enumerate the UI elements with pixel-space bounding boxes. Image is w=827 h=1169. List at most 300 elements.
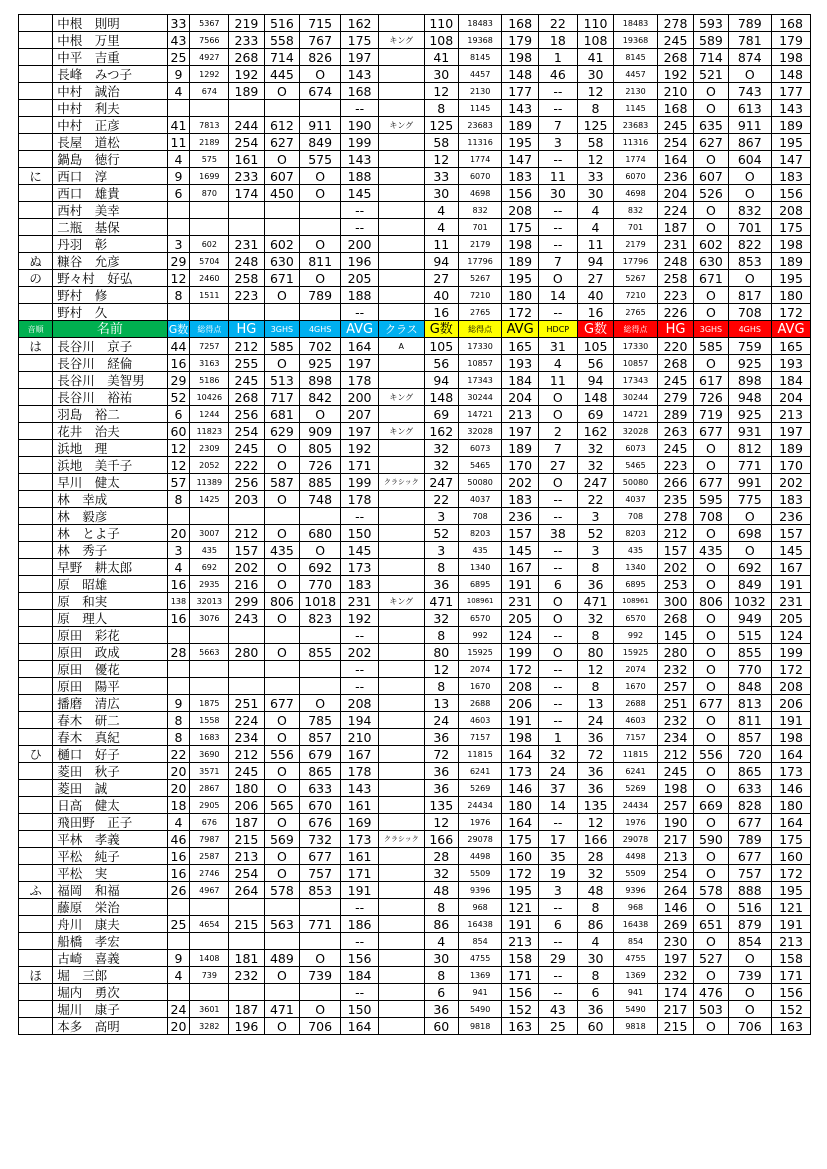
cell: -- (341, 508, 379, 525)
cell: 268 (657, 610, 694, 627)
cell: 32 (577, 865, 614, 882)
cell: 526 (694, 185, 728, 202)
total-score-cell (190, 508, 229, 525)
cell: 191 (341, 882, 379, 899)
cell: 11 (577, 236, 614, 253)
total-score-cell: 7210 (458, 287, 501, 304)
cell: 205 (341, 270, 379, 287)
cell: 184 (502, 372, 539, 389)
total-score-cell: 2130 (458, 83, 501, 100)
cell: 222 (229, 457, 264, 474)
cell: 832 (728, 202, 771, 219)
cell (264, 202, 299, 219)
kana-index-cell (19, 695, 53, 712)
cell: 720 (728, 746, 771, 763)
cell: 147 (502, 151, 539, 168)
cell: -- (341, 933, 379, 950)
cell (229, 508, 264, 525)
cell: 849 (300, 134, 341, 151)
cell: 135 (577, 797, 614, 814)
cell: -- (341, 202, 379, 219)
cell: 1 (538, 729, 577, 746)
cell: 732 (300, 831, 341, 848)
header-games-3: G数 (577, 321, 614, 338)
cell: 213 (502, 933, 539, 950)
class-cell (378, 440, 424, 457)
cell: O (264, 1018, 299, 1035)
cell: O (538, 406, 577, 423)
player-name-cell: 原田 政成 (53, 644, 167, 661)
cell: 233 (229, 168, 264, 185)
total-score-cell: 701 (458, 219, 501, 236)
cell: 11 (424, 236, 458, 253)
table-row (19, 933, 811, 950)
cell: 489 (264, 950, 299, 967)
cell: 245 (229, 440, 264, 457)
player-name-cell: 本多 高明 (53, 1018, 167, 1035)
cell: 121 (772, 899, 811, 916)
total-score-cell: 10857 (458, 355, 501, 372)
total-score-cell: 4967 (190, 882, 229, 899)
header-games: G数 (168, 322, 189, 336)
cell: O (300, 236, 341, 253)
cell: -- (341, 661, 379, 678)
cell: 202 (229, 559, 264, 576)
cell: 198 (772, 49, 811, 66)
cell: 556 (264, 746, 299, 763)
cell: 145 (502, 542, 539, 559)
cell: 677 (300, 848, 341, 865)
cell: 168 (657, 100, 694, 117)
kana-index-cell (19, 372, 53, 389)
cell: 171 (341, 865, 379, 882)
cell: 8 (167, 729, 190, 746)
total-score-cell: 4037 (458, 491, 501, 508)
cell: 4 (167, 967, 190, 984)
cell: 58 (577, 134, 614, 151)
class-cell (378, 559, 424, 576)
cell: 206 (229, 797, 264, 814)
cell: 255 (229, 355, 264, 372)
cell: 236 (657, 168, 694, 185)
cell: -- (538, 236, 577, 253)
cell: 213 (229, 848, 264, 865)
cell: 148 (424, 389, 458, 406)
cell: O (694, 865, 728, 882)
total-score-cell: 2052 (190, 457, 229, 474)
total-score-cell: 1875 (190, 695, 229, 712)
class-cell (378, 729, 424, 746)
player-name-cell: 中根 則明 (53, 15, 167, 32)
cell: -- (341, 678, 379, 695)
cell: 253 (657, 576, 694, 593)
cell: 280 (657, 644, 694, 661)
cell: 575 (300, 151, 341, 168)
cell: 145 (657, 627, 694, 644)
total-score-cell: 7257 (190, 338, 229, 355)
kana-index-cell (19, 151, 53, 168)
cell: 4 (577, 933, 614, 950)
cell: 245 (657, 32, 694, 49)
cell: 197 (502, 423, 539, 440)
total-score-cell: 29078 (614, 831, 657, 848)
total-score-cell: 7210 (614, 287, 657, 304)
cell: 244 (229, 117, 264, 134)
cell: 18 (167, 797, 190, 814)
cell: 38 (538, 525, 577, 542)
cell: O (728, 168, 771, 185)
cell: 172 (772, 661, 811, 678)
cell: 471 (264, 1001, 299, 1018)
total-score-cell: 4603 (614, 712, 657, 729)
total-score-cell: 5465 (614, 457, 657, 474)
cell: 29 (538, 950, 577, 967)
cell: 7 (538, 253, 577, 270)
total-score-cell (190, 304, 229, 321)
cell: 521 (694, 66, 728, 83)
cell: 121 (502, 899, 539, 916)
cell: -- (538, 219, 577, 236)
kana-index-cell (19, 185, 53, 202)
cell: 199 (341, 134, 379, 151)
cell: 22 (577, 491, 614, 508)
total-score-cell: 50080 (458, 474, 501, 491)
total-score-cell (190, 100, 229, 117)
total-score-cell: 11389 (190, 474, 229, 491)
table-row (19, 593, 811, 610)
table-row (19, 661, 811, 678)
cell: -- (538, 967, 577, 984)
cell: O (694, 1018, 728, 1035)
cell: -- (538, 100, 577, 117)
class-cell (378, 406, 424, 423)
header-3ghs: 3GHS (264, 321, 299, 338)
player-name-cell: 林 秀子 (53, 542, 167, 559)
cell (167, 678, 190, 695)
cell: 108 (577, 32, 614, 49)
cell (167, 219, 190, 236)
kana-index-cell (19, 457, 53, 474)
table-row (19, 984, 811, 1001)
total-score-cell: 5509 (458, 865, 501, 882)
cell: O (694, 440, 728, 457)
cell: 8 (424, 967, 458, 984)
cell: 822 (728, 236, 771, 253)
kana-index-cell (19, 661, 53, 678)
player-name-cell: 福岡 和福 (53, 882, 167, 899)
cell: O (264, 576, 299, 593)
total-score-cell: 8145 (458, 49, 501, 66)
cell: 152 (772, 1001, 811, 1018)
cell: 19 (538, 865, 577, 882)
total-score-cell: 32013 (190, 593, 229, 610)
cell: 13 (577, 695, 614, 712)
cell: 197 (341, 355, 379, 372)
cell: 157 (657, 542, 694, 559)
cell (300, 678, 341, 695)
cell: O (694, 780, 728, 797)
cell: O (694, 627, 728, 644)
total-score-cell: 4654 (190, 916, 229, 933)
header-hg: HG (229, 321, 264, 338)
cell: 223 (657, 457, 694, 474)
cell: 189 (502, 440, 539, 457)
cell: 36 (577, 1001, 614, 1018)
cell: 445 (264, 66, 299, 83)
kana-index-cell (19, 508, 53, 525)
cell: 805 (300, 440, 341, 457)
cell (264, 508, 299, 525)
player-name-cell: 長谷川 経倫 (53, 355, 167, 372)
kana-index-cell (19, 49, 53, 66)
player-name-cell: 菱田 秋子 (53, 763, 167, 780)
cell: 180 (502, 287, 539, 304)
total-score-cell: 5367 (190, 15, 229, 32)
cell: 670 (300, 797, 341, 814)
cell: 32 (424, 610, 458, 627)
cell: 12 (424, 83, 458, 100)
player-name-cell: 中村 誠治 (53, 83, 167, 100)
total-score-cell: 23683 (458, 117, 501, 134)
cell: O (694, 83, 728, 100)
table-row (19, 627, 811, 644)
cell: 150 (341, 1001, 379, 1018)
cell: 874 (728, 49, 771, 66)
kana-index-cell (19, 644, 53, 661)
player-name-cell: 原 理人 (53, 610, 167, 627)
player-name-cell: 長谷川 美智男 (53, 372, 167, 389)
cell: 842 (300, 389, 341, 406)
cell: 148 (772, 66, 811, 83)
cell: 179 (502, 32, 539, 49)
class-cell: キング (378, 389, 424, 406)
table-row (19, 151, 811, 168)
cell: 817 (728, 287, 771, 304)
cell: -- (341, 627, 379, 644)
cell: 166 (577, 831, 614, 848)
cell: 195 (502, 134, 539, 151)
cell: 94 (424, 253, 458, 270)
kana-index-cell (19, 559, 53, 576)
cell: 162 (424, 423, 458, 440)
kana-index-cell (19, 440, 53, 457)
cell: 215 (229, 916, 264, 933)
cell: 22 (538, 15, 577, 32)
cell: 236 (772, 508, 811, 525)
kana-index-cell (19, 355, 53, 372)
cell: 148 (577, 389, 614, 406)
cell: 22 (424, 491, 458, 508)
player-name-cell: 堀 三郎 (53, 967, 167, 984)
cell: 669 (694, 797, 728, 814)
cell: 189 (772, 253, 811, 270)
cell: 743 (728, 83, 771, 100)
cell (300, 984, 341, 1001)
cell: 715 (300, 15, 341, 32)
cell: 857 (728, 729, 771, 746)
table-row (19, 185, 811, 202)
cell: 32 (577, 610, 614, 627)
cell: 125 (424, 117, 458, 134)
class-cell (378, 236, 424, 253)
cell: 32 (577, 440, 614, 457)
cell: O (264, 712, 299, 729)
cell: 20 (167, 1018, 190, 1035)
cell: 193 (502, 355, 539, 372)
kana-index-cell: に (19, 168, 53, 185)
cell: -- (341, 899, 379, 916)
total-score-cell: 4755 (614, 950, 657, 967)
total-score-cell: 6070 (614, 168, 657, 185)
cell: 29 (167, 253, 190, 270)
cell: 156 (341, 950, 379, 967)
cell: 191 (502, 576, 539, 593)
cell: 146 (772, 780, 811, 797)
cell: 72 (577, 746, 614, 763)
cell: 806 (264, 593, 299, 610)
cell: 28 (577, 848, 614, 865)
cell: 8 (577, 100, 614, 117)
table-row (19, 644, 811, 661)
header-total-3: 総得点 (614, 321, 657, 338)
total-score-cell: 674 (190, 83, 229, 100)
total-score-cell: 992 (458, 627, 501, 644)
cell: 4 (538, 355, 577, 372)
cell: 36 (424, 576, 458, 593)
cell: 166 (424, 831, 458, 848)
cell: 26 (167, 882, 190, 899)
table-row (19, 117, 811, 134)
table-row (19, 236, 811, 253)
total-score-cell: 1683 (190, 729, 229, 746)
cell (167, 304, 190, 321)
cell: 12 (167, 270, 190, 287)
cell: 198 (502, 49, 539, 66)
cell: 167 (772, 559, 811, 576)
cell: -- (538, 678, 577, 695)
player-name-cell: 舟川 康夫 (53, 916, 167, 933)
cell: 12 (167, 457, 190, 474)
kana-index-cell (19, 848, 53, 865)
header-games-2: G数 (424, 321, 458, 338)
cell: O (264, 967, 299, 984)
cell: 110 (424, 15, 458, 32)
table-row (19, 15, 811, 32)
cell: 161 (341, 797, 379, 814)
cell: 163 (772, 1018, 811, 1035)
total-score-cell: 2746 (190, 865, 229, 882)
cell: 43 (538, 1001, 577, 1018)
cell: 56 (577, 355, 614, 372)
total-score-cell: 18483 (614, 15, 657, 32)
cell: 30 (577, 66, 614, 83)
cell: 30 (577, 185, 614, 202)
kana-index-cell (19, 389, 53, 406)
cell: 16 (577, 304, 614, 321)
class-cell (378, 66, 424, 83)
cell: 150 (341, 525, 379, 542)
cell: 849 (728, 576, 771, 593)
total-score-cell: 8203 (614, 525, 657, 542)
cell (300, 627, 341, 644)
class-cell (378, 848, 424, 865)
cell: 949 (728, 610, 771, 627)
cell: 164 (657, 151, 694, 168)
cell: 268 (229, 389, 264, 406)
cell: 6 (167, 406, 190, 423)
total-score-cell: 739 (190, 967, 229, 984)
total-score-cell: 6241 (614, 763, 657, 780)
cell: 152 (502, 1001, 539, 1018)
cell: 299 (229, 593, 264, 610)
cell: 268 (657, 49, 694, 66)
cell: 585 (264, 338, 299, 355)
total-score-cell: 30244 (458, 389, 501, 406)
cell: 183 (502, 168, 539, 185)
cell: 213 (772, 406, 811, 423)
cell: 188 (341, 287, 379, 304)
kana-index-cell (19, 32, 53, 49)
total-score-cell: 1340 (614, 559, 657, 576)
cell: 9 (167, 950, 190, 967)
cell: 3 (167, 542, 190, 559)
cell: 40 (577, 287, 614, 304)
total-score-cell: 435 (614, 542, 657, 559)
cell: 210 (341, 729, 379, 746)
cell: O (728, 270, 771, 287)
cell: 748 (300, 491, 341, 508)
cell: 36 (577, 780, 614, 797)
cell: -- (538, 491, 577, 508)
cell (300, 304, 341, 321)
cell: O (728, 542, 771, 559)
kana-index-cell (19, 236, 53, 253)
kana-index-cell (19, 984, 53, 1001)
cell: 14 (538, 287, 577, 304)
cell: O (728, 950, 771, 967)
cell: 245 (657, 117, 694, 134)
kana-index-cell (19, 763, 53, 780)
cell: O (694, 644, 728, 661)
class-cell (378, 185, 424, 202)
cell: 175 (772, 831, 811, 848)
cell: 9 (167, 695, 190, 712)
cell: 9 (167, 168, 190, 185)
total-score-cell: 2179 (458, 236, 501, 253)
cell: O (538, 389, 577, 406)
cell: 245 (229, 763, 264, 780)
total-score-cell: 14721 (614, 406, 657, 423)
cell: 156 (772, 185, 811, 202)
kana-index-cell (19, 899, 53, 916)
cell: 212 (229, 525, 264, 542)
total-score-cell: 575 (190, 151, 229, 168)
cell: 245 (229, 372, 264, 389)
cell (229, 202, 264, 219)
cell (264, 304, 299, 321)
cell: 192 (341, 440, 379, 457)
table-row (19, 304, 811, 321)
total-score-cell: 941 (614, 984, 657, 1001)
player-name-cell: 中村 利夫 (53, 100, 167, 117)
cell: 726 (300, 457, 341, 474)
total-score-cell: 14721 (458, 406, 501, 423)
total-score-cell: 968 (458, 899, 501, 916)
table-row (19, 406, 811, 423)
cell: 256 (229, 406, 264, 423)
total-score-cell: 5704 (190, 253, 229, 270)
cell: 12 (167, 440, 190, 457)
